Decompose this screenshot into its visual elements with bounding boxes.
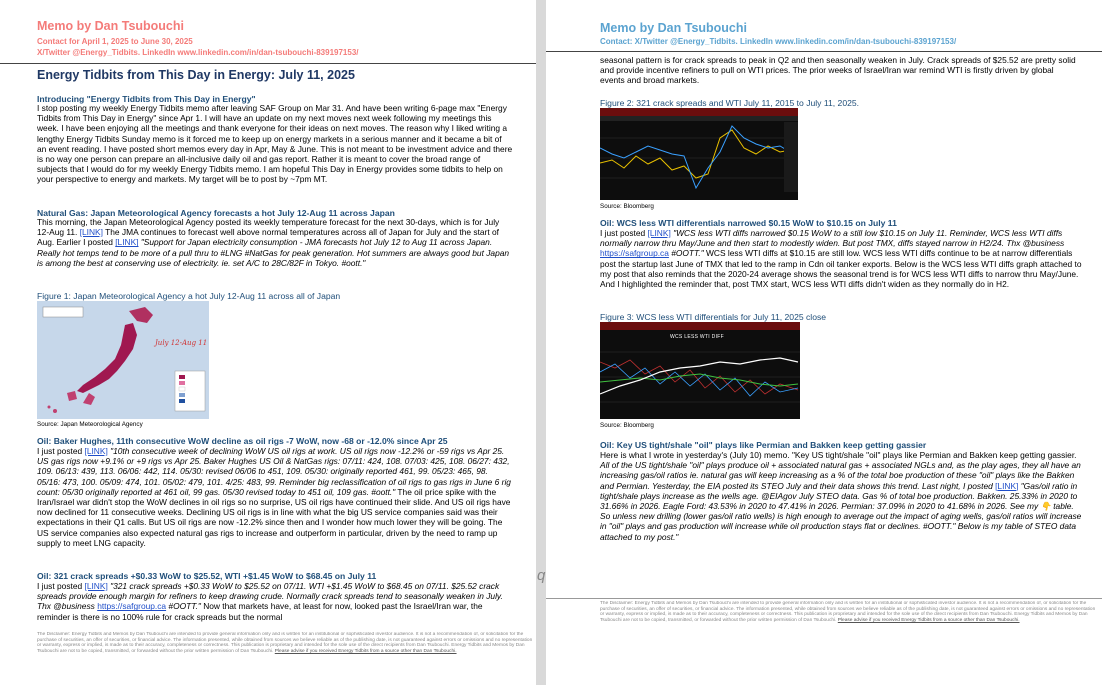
figure-3-source: Source: Bloomberg <box>600 422 654 429</box>
section-heading-gas-oil-ratio: Oil: Key US tight/shale "oil" plays like Permian and Bakken keep getting gassier <box>600 440 927 450</box>
figure-2-source: Source: Bloomberg <box>600 203 654 210</box>
japan-link-2[interactable]: [LINK] <box>115 237 139 248</box>
wcs-link[interactable]: [LINK] <box>647 228 671 238</box>
memo-page-2 <box>546 0 1102 685</box>
memo-header-title-2: Memo by Dan Tsubouchi <box>600 21 747 35</box>
section-heading-wcs-wti: Oil: WCS less WTI differentials narrowed $0.15 WoW to $10.15 on July 11 <box>600 218 897 228</box>
japan-map-graphic <box>37 301 209 419</box>
chart-label: WCS LESS WTI DIFF <box>670 334 724 340</box>
document-title: Energy Tidbits from This Day in Energy: July 11, 2025 <box>37 68 355 82</box>
map-date-annotation: July 12-Aug 11 <box>155 339 208 347</box>
section-body-introducing: I stop posting my weekly Energy Tidbits memo after leaving SAF Group on Mar 31. And have been writing 6-page max "Energy Tidbits from This Day in Energy" since Apr 1. I will have an update on my next moves next week following my meetings this week. I have been enjoying all the meetings and thank everyone for their ideas on next moves. The reason why I liked writing a lengthy Energy Tidbits Sunday memo is it forced me to keep up on energy markets in a serious manner and it became a bit of an event reading. I have posted short memos every day in Apr, May & June. This is not meant to be investment advice and there is no way one person can prepare an all-inclusive daily oil and gas report. Rather it is meant to cover the broad range of subjects that I would do for my weekly Energy Tidbits memo. I am hopeful This Day in Energy provides some tidbits to help on your perspective to energy and markets. My target will be to post by ~7pm MT. <box>37 103 513 185</box>
figure-2-caption: Figure 2: 321 crack spreads and WTI July 11, 2015 to July 11, 2025. <box>600 98 860 108</box>
section-heading-japan-gas: Natural Gas: Japan Meteorological Agency forecasts a hot July 12-Aug 11 across Japan <box>37 208 395 218</box>
section-body-baker-hughes: I just posted [LINK] "10th consecutive week of declining WoW US oil rigs at work. US oil rigs now -12.2% or -59 rigs vs Apr 25. US gas rigs now +9.1% or +9 rigs vs Apr 25. Baker Hughes US Oil & NatGas rigs: 07/11: 424, 108. 07/03: 425, 108. 06/27: 432, 109. 06/13: 439, 113. 06/06: 442, 114. 05/30: revised 06/06 to 451, 109. 05/30: originally reported 461, 99. 05/23: 465, 98. 05/16: 473, 100. 05/09: 474, 101. 05/02: 479, 101. 4/25: 483, 99. Reminder big reclassification of oil rigs to gas rigs in June 6 rig count: 05/30 originally reported at 461 oil, 99 gas. 05/30 revised today to 451 oil, 109 gas. #oott." The oil price spike with the Iran/Israel war didn't stop the WoW declines in oil rigs so no surprise, US oil rigs have continued their slide. And US oil rigs have now declined for 11 consecutive weeks. Declining US oil rigs is in line with what the big US service companies said was their expectations in their Q1 calls. But US oil rigs are now -12.2% since then and I wonder how much lower they will be going. The US service companies also expected natural gas rigs to increase and outperform in particular, driven by the need to ramp up supply to meet LNG capacity. <box>37 446 511 548</box>
section-body-wcs-wti: I just posted [LINK] "WCS less WTI diffs narrowed $0.15 WoW to a still low $10.15 on July 11. Reminder, WCS less WTI diffs normally narrow thru May/June and then start to modestly widen. But post TMX, diffs stayed narrow in H2/24. Thx @business https://safgroup.ca #OOTT." WCS less WTI diffs at $10.15 are still low. WCS less WTI diffs continue to be at narrow differentials post the startup last June of TMX that led to the ramp in Cdn oil tanker exports. Below is the WCS less WTI diffs graph attached to my post that also reminds that the 2020-24 average shows the seasonal trend is for WCS less WTI diffs to narrow thru May/June. And I highlighted the reminder that, post TMX start, WCS less WTI diffs didn't widen as they normally do in H2. <box>600 228 1082 290</box>
page-cursor-marker: q <box>537 567 546 584</box>
crack-spreads-wti-chart <box>600 108 798 200</box>
memo-header-contact-2[interactable]: Contact: X/Twitter @Energy_Tidbits. LinkedIn www.linkedin.com/in/dan-tsubouchi-839197153/ <box>600 37 957 46</box>
crack-spreads-link[interactable]: [LINK] <box>84 581 108 591</box>
japan-link[interactable]: [LINK] <box>79 227 103 238</box>
safgroup-url-2[interactable]: https://safgroup.ca <box>600 248 669 259</box>
section-body-crack-spreads: I just posted [LINK] "321 crack spreads +$0.33 WoW to $25.52 on 07/11. WTI +$1.45 WoW to $68.45 on 07/11. $25.52 crack spreads provide enough margin for refiners to keep drawing crude. Normally crack spreads tend to seasonally weaken in July. Thx @business https://safgroup.ca #OOTT." Now that markets have, at least for now, looked past the Israel/Iran war, the reminder is there is no 100% rule for crack spreads but the normal <box>37 581 503 622</box>
safgroup-url[interactable]: https://safgroup.ca <box>97 601 167 612</box>
section-heading-crack-spreads: Oil: 321 crack spreads +$0.33 WoW to $25.52, WTI +$1.45 WoW to $68.45 on July 11 <box>37 571 377 581</box>
japan-temperature-map <box>37 301 209 419</box>
crack-spreads-continued: seasonal pattern is for crack spreads to peak in Q2 and then seasonally weaken in July. Crack spreads of $25.52 are pretty solid and provide incentive refiners to pull on WTI prices. The prior weeks of Israel/Iran war remind WTI is firstly driven by global events and broad markets. <box>600 55 1076 86</box>
memo-header-contact-links[interactable]: X/Twitter @Energy_Tidbits. LinkedIn www.linkedin.com/in/dan-tsubouchi-839197153/ <box>37 48 359 57</box>
figure-1-source: Source: Japan Meteorological Agency <box>37 421 143 428</box>
disclaimer-2: The Disclaimer: Energy Tidbits and Memos by Dan Tsubouchi are intended to provide general information only and is written for an institutional or sophisticated investor audience. It is not a recommendation of, or solicitation for the purchase of securities, an offer of securities, or financial advice. The information presented, while obtained from sources we believe reliable as of the publishing date, is not guaranteed against errors or omissions and no representation or warranty, express or implied, is made as to their accuracy, completeness or correctness. This publication is proprietary and intended for the sole use of the direct recipients from Dan Tsubouchi. Energy Tidbits and Memos by Dan Tsubouchi are not to be copied, transmitted, or forwarded without the prior written permission of Dan Tsubouchi. Please advise if you received Energy Tidbits from a source other than Dan Tsubouchi. <box>600 601 1096 624</box>
memo-page-1 <box>0 0 536 685</box>
section-body-gas-oil-ratio: Here is what I wrote in yesterday's (July 10) memo. "Key US tight/shale "oil" plays like Permian and Bakken keep getting gassier. All of the US tight/shale "oil" plays produce oil + associated natural gas + associated NGLs and, as the play ages, they all have an increasing gas/oil ratios ie. natural gas will keep increasing as a % of the total boe production of these "oil" plays like the Bakken and Permian. Yesterday, the EIA posted its STEO July and their data shows this trend. Last night, I posted [LINK] "Gas/oil ratio in tight/shale plays increase as the wells age. @EIAgov July STEO data. Gas % of total boe production. Bakken. 25.33% in 2020 to 31.66% in 2026. Eagle Ford: 43.53% in 2020 to 47.41% in 2026. Permian: 37.09% in 2020 to 41.68% in 2026. See my 👇 table. So unless new drilling (lower gas/oil ratio wells) is high enough to average out the impact of aging wells, gas/oil ratios will increase in "oil" plays and gas production will increase while oil production stays flat or declines. #OOTT." Below is my table of STEO data attached to my post." <box>600 450 1082 542</box>
header-rule-2 <box>546 51 1102 52</box>
memo-header-contact-dates: Contact for April 1, 2025 to June 30, 2025 <box>37 37 193 46</box>
section-heading-introducing: Introducing "Energy Tidbits from This Day in Energy" <box>37 94 256 104</box>
section-heading-baker-hughes: Oil: Baker Hughes, 11th consecutive WoW decline as oil rigs -7 WoW, now -68 or -12.0% since Apr 25 <box>37 436 448 446</box>
section-body-japan-gas: This morning, the Japan Meteorological Agency posted its weekly temperature forecast for the next 30-days, which is for July 12-Aug 11. [LINK] The JMA continues to forecast well above normal temperatures across all of Japan for July and the start of Aug. Earlier I posted [LINK] "Support for Japan electricity consumption - JMA forecasts hot July 12 to Aug 11 across Japan. Really hot temps tend to be more of a pull thru to #LNG #NatGas for peak generation. Hot summers are always good but Japan is among the best at conserving use of electricity. ie. set A/C to 28C/82F in Tokyo. #oott." <box>37 217 510 268</box>
wcs-wti-diff-chart <box>600 322 800 419</box>
figure-1-caption: Figure 1: Japan Meteorological Agency a hot July 12-Aug 11 across all of Japan <box>37 291 341 301</box>
crack-spreads-chart-graphic <box>600 108 798 200</box>
header-rule <box>0 63 536 64</box>
disclaimer: The Disclaimer: Energy Tidbits and Memos by Dan Tsubouchi are intended to provide general information only and is written for an institutional or sophisticated investor audience. It is not a recommendation of, or solicitation for the purchase of securities, an offer of securities, or financial advice. The information presented, while obtained from sources we believe reliable as of the publishing date, is not guaranteed against errors or omissions and no representation or warranty, express or implied, is made as to their accuracy, completeness or correctness. This publication is proprietary and intended for the sole use of the direct recipients from Dan Tsubouchi. Energy Tidbits and Memos by Dan Tsubouchi are not to be copied, transmitted, or forwarded without the prior written permission of Dan Tsubouchi. Please advise if you received Energy Tidbits from a source other than Dan Tsubouchi. <box>37 632 533 655</box>
figure-3-caption: Figure 3: WCS less WTI differentials for July 11, 2025 close <box>600 312 827 322</box>
gas-oil-link[interactable]: [LINK] <box>995 480 1019 491</box>
footer-rule-2 <box>546 598 1102 599</box>
baker-hughes-link[interactable]: [LINK] <box>84 446 108 456</box>
memo-header-title: Memo by Dan Tsubouchi <box>37 19 184 33</box>
